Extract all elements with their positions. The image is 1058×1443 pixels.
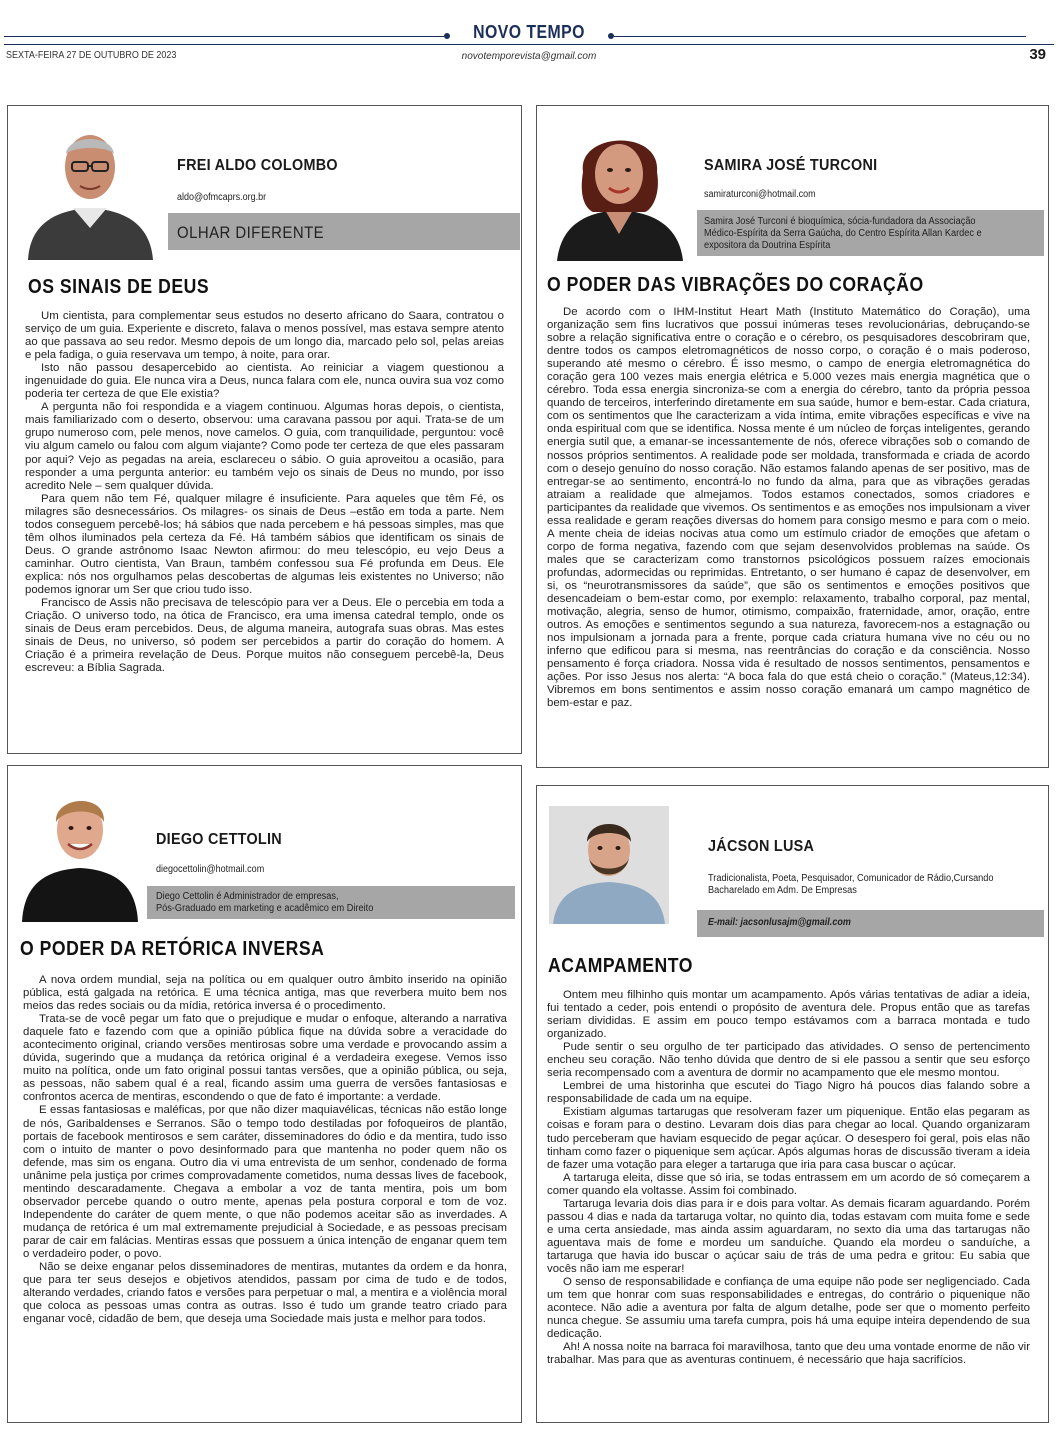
article-paragraph: Para quem não tem Fé, qualquer milagre é insuficiente. Para aqueles que têm Fé, os milagres são desnecessários. Os milagres- os sinais de Deus –estão em toda a parte. Nem todos conseguem percebê-los; há sábios que nada percebem e há pessoas simples, mas que têm olhos iluminados pela certeza da Fé. Há também sábios que identificam os sinais de Deus. O grande astrônomo Isaac Newton afirmou: do meu telescópio, eu vejo Deus a caminhar. Outro cientista, Van Braun, também confessou sua Fé profunda em Deus. Ele explica: nós nos orgulhamos pelas descobertas de algumas leis existentes no Universo; não podemos ignorar um Ser que criou tudo isso. — [25, 492, 504, 596]
article-box-diego — [7, 765, 522, 1423]
article-paragraph: Isto não passou desapercebido ao cientista. Ao reiniciar a viagem questionou a ingenuidade do guia. Ele nunca vira a Deus, nunca falara com ele, nunca ouvira sua voz como poderia ter certeza de que Ele existia? — [25, 362, 504, 401]
article-paragraph: Tartaruga levaria dois dias para ir e dois para voltar. As demais ficaram aguardando. Porém passou 4 dias e nada da tartaruga voltar, no quinto dia, todas estavam com muita fome e sede e uma certa ansiedade, mas ainda assim aguardaram, no sexto dia uma das tartarugas não aguentava mais de fome e mordeu um sanduíche. Quando ela mordeu o sanduíche, a tartaruga que havia ido buscar o açúcar saiu de trás de uma pedra e gritou: Eu sabia que vocês não iam me esperar! — [547, 1197, 1030, 1275]
article-paragraph: Lembrei de uma historinha que escutei do Tiago Nigro há poucos dias falando sobre a responsabilidade de cada um na equipe. — [547, 1080, 1030, 1106]
article-title: OS SINAIS DE DEUS — [28, 276, 210, 298]
article-body — [23, 974, 507, 1326]
author-bio-line: Pós-Graduado em marketing e acadêmico em Direito — [156, 903, 374, 914]
issue-date: SEXTA-FEIRA 27 DE OUTUBRO DE 2023 — [6, 50, 177, 61]
author-name: SAMIRA JOSÉ TURCONI — [704, 157, 878, 174]
article-paragraph: A pergunta não foi respondida e a viagem continuou. Algumas horas depois, o cientista, mais familiarizado com o deserto, observou: uma caravana passou por aqui. Trata-se de um grupo numeroso com, pele menos, nove camelos. O guia, com tranquilidade, perguntou: você viu algum camelo ou falou com algum viajante? Como pode ter certeza de que eles passaram por aqui? Vejo as pegadas na areia, esclareceu o sábio. O guia aproveitou a ocasião, para responder a uma pergunta anterior: eu também vejo os sinais de Deus no mundo, por isso acredito Nele – sem qualquer dúvida. — [25, 401, 504, 492]
article-paragraph: Ontem meu filhinho quis montar um acampamento. Após várias tentativas de adiar a ideia, fui tentado a ceder, pois entendi o propósito de aventura dele. Propus então que as tarefas seriam divididas. E assim em pouco tempo estávamos com a barraca montada e tudo organizado. — [547, 989, 1030, 1041]
article-paragraph: De acordo com o IHM-Institut Heart Math (Instituto Matemático do Coração), uma organização sem fins lucrativos que possui inúmeras teses revolucionárias, debruçando-se sobre a relação significativa entre o coração e o cérebro, os pesquisadores descobriram que, dentre todos os campos eletromagnéticos de nosso corpo, o coração é o mais poderoso, superando até mesmo o cérebro. É isso mesmo, o campo de energia eletromagnética do coração gera 100 vezes mais energia elétrica e 5.000 vezes mais energia magnética que o cérebro. Toda essa energia sincroniza-se com a energia do cérebro, tanto da própria pessoa quando de terceiros, interferindo diretamente em sua saúde, humor e bem-estar. Cada criatura, com os sentimentos que lhe caracterizam a vida íntima, emite vibrações específicas e vive na onda espiritual com que se identifica. Nossa mente é um núcleo de forças inteligentes, gerando energia sutil que, a emanar-se incessantemente de nós, oferece vibrações sob o comando de nossos próprios sentimentos. A realidade pode ser moldada, transformada e criada de acordo com o desejo genuíno do nosso coração. Não estamos falando apenas de ser positivo, mas de entregar-se ao sentimento, encontrá-lo no fundo da alma, para que as vibrações geradas atraiam a realidade que almejamos. Todos estamos conectados, somos criadores e participantes da realidade que vivemos. Os sentimentos e as emoções nos impulsionam a viver essa realidade e geram reações diversas do homem para consigo mesmo e para com o meio. A mente cheia de ideias nocivas atua como um estímulo criador de emoções que afetam o corpo de forma negativa, fazendo com que sejam desenvolvidos problemas na saúde. Os males que se caracterizam como transtornos psicológicos possuem raízes emocionais profundas, adormecidas ou reprimidas. Entretanto, o ser humano é capaz de desenvolver, em si, os “neurotransmissores da saúde”, que são os sentimentos e emoções positivos que desencadeiam o bem-estar como, por exemplo: relaxamento, trabalho corporal, paz mental, motivação, alegria, senso de humor, otimismo, compaixão, fraternidade, amor, oração, entre outros. As emoções e sentimentos segundo a sua natureza, favorecem-nos a estagnação ou nos impulsionam a jornada para a frente, porque cada criatura humana vive no céu ou no inferno que edificou para si mesma, nas reentrâncias do coração e da consciência. Nosso pensamento é força criadora. Nossa vida é resultado de nossos sentimentos, pensamentos e ações. Por isso Jesus nos alerta: “A boca fala do que está cheio o coração.” (Mateus,12:34). Vibremos em bons sentimentos e assim nosso coração emanará um campo magnético de bem-estar e paz. — [547, 306, 1030, 710]
article-paragraph: A tartaruga eleita, disse que só iria, se todas entrassem em um acordo de só começarem a comer quando ela voltasse. Assim foi combinado. — [547, 1171, 1030, 1197]
author-name: DIEGO CETTOLIN — [156, 831, 282, 848]
article-box-aldo — [7, 105, 522, 754]
article-paragraph: Ah! A nossa noite na barraca foi maravilhosa, tanto que deu uma vontade enorme de não vir trabalhar. Mas para que as aventuras continuem, é necessário que haja sacrifícios. — [547, 1341, 1030, 1367]
author-photo-diego — [20, 778, 140, 922]
article-paragraph: O senso de responsabilidade e confiança de uma equipe não pode ser negligenciado. Cada um tem que honrar com suas responsabilidades e entregas, do contrário o piquenique não acontece. Não adie a aventura por falta de algum detalhe, pode ser que o momento perfeito nunca chegue. Se assumiu uma tarefa cumpra, pois há uma equipe inteira dependendo de sua dedicação. — [547, 1276, 1030, 1341]
article-title: O PODER DA RETÓRICA INVERSA — [20, 938, 325, 960]
page-number: 39 — [1029, 46, 1046, 63]
author-email: samiraturconi@hotmail.com — [704, 189, 816, 200]
author-email: E-mail: jacsonlusajm@gmail.com — [708, 917, 851, 928]
article-title: ACAMPAMENTO — [548, 955, 693, 977]
author-bio — [708, 873, 1012, 897]
article-box-samira — [536, 105, 1049, 768]
author-bio — [156, 891, 478, 915]
article-box-jacson — [536, 785, 1049, 1423]
author-photo-samira-illustration — [553, 112, 686, 261]
author-name: FREI ALDO COLOMBO — [177, 157, 338, 174]
author-bio-line: Tradicionalista, Poeta, Pesquisador, Comunicador de Rádio,Cursando — [708, 873, 994, 884]
article-title: O PODER DAS VIBRAÇÕES DO CORAÇÃO — [547, 274, 924, 296]
masthead — [0, 0, 1058, 70]
article-body — [547, 989, 1030, 1367]
author-photo-aldo — [18, 112, 163, 260]
article-paragraph: Francisco de Assis não precisava de telescópio para ver a Deus. Ele o percebia em toda a Criação. O universo todo, na ótica de Francisco, era uma imensa catedral templo, onde os sinais de Deus eram percebidos. Deus, de alguma maneira, autografa suas obras. Mas estes sinais de Deus, no universo, só podem ser percebidos a partir do coração do homem. A Criação é a primeira revelação de Deus. Porque muitos não conseguem percebê-la, Deus escreveu: a Bíblia Sagrada. — [25, 597, 504, 675]
article-paragraph: Trata-se de você pegar um fato que o prejudique e mudar o enfoque, alterando a narrativa daquele fato e fazendo com que a opinião pública fique na dúvida sobre a veracidade do acontecimento original, criando versões mentirosas sobre uma verdade e provocando assim a dúvida, sugerindo que a mudança da retórica original é a verdadeira exegese. Vemos isso muito na política, onde um fato original possui tantas versões, que a opinião pública, ou seja, as pessoas, não sabem qual é a real, ficando assim uma guerra de versões fantasiosas e confrontos acerca de mentiras, escondendo o que de fato é importante: a verdade. — [23, 1013, 507, 1104]
author-photo-diego-illustration — [20, 778, 140, 922]
author-photo-aldo-illustration — [18, 112, 163, 260]
author-bio-line: Bacharelado em Adm. De Empresas — [708, 885, 857, 896]
article-paragraph: A nova ordem mundial, seja na política ou em qualquer outro âmbito inserido na opinião pública, está galgada na retórica. E uma técnica antiga, mas que reverbera muito bem nos meios das redes sociais ou da mídia, retórica inversa é o procedimento. — [23, 974, 507, 1013]
article-body — [547, 306, 1030, 710]
article-paragraph: Pude sentir o seu orgulho de ter participado das atividades. O senso de pertencimento encheu seu coração. Não tenho dúvida que dentro de si ele passou a sentir que seu esforço seria recompensado com a aventura de dormir no acampamento que ele mesmo montou. — [547, 1041, 1030, 1080]
article-paragraph: Não se deixe enganar pelos disseminadores de mentiras, mutantes da ordem e da honra, que para ter seus desejos e objetivos atendidos, passam por cima de tudo e de todos, alterando verdades, criando fatos e versões para perpetuar o mal, a mentira e a violência moral que coloca as pessoas umas contra as outras. Isso é tudo um grande teatro criado para enganar você, cidadão de bem, que deseja uma Sociedade mais justa e melhor para todos. — [23, 1261, 507, 1326]
author-photo-jacson-illustration — [549, 806, 669, 924]
article-body — [25, 310, 504, 675]
author-bio-line: Diego Cettolin é Administrador de empresas, — [156, 891, 339, 902]
newspaper-title: NOVO TEMPO — [473, 22, 585, 42]
article-paragraph: Existiam algumas tartarugas que resolveram fazer um piquenique. Então elas pegaram as coisas e foram para o destino. Levaram dois dias para chegar ao local. Quando organizaram tudo perceberam que haviam esquecido de pegar açúcar. O desespero foi geral, pois elas não tinham como fazer o piquenique sem açúcar. Após algumas horas de discussão tiveram a ideia de fazer uma votação para eleger a tartaruga que iria para casa buscar o açúcar. — [547, 1106, 1030, 1171]
author-email: aldo@ofmcaprs.org.br — [177, 192, 267, 203]
author-email: diegocettolin@hotmail.com — [156, 864, 265, 875]
author-name: JÁCSON LUSA — [708, 838, 815, 855]
author-photo-samira — [553, 112, 686, 261]
masthead-underline — [4, 44, 1054, 45]
article-paragraph: Um cientista, para complementar seus estudos no deserto africano do Saara, contratou o serviço de um guia. Experiente e discreto, falava o menos possível, mas estava sempre atento ao que passava ao seu redor. Mesmo depois de um longo dia, marcado pelo sol, pelas areias e pela fadiga, o guia reservava um tempo, à noite, para orar. — [25, 310, 504, 362]
article-paragraph: E essas fantasiosas e maléficas, por que não dizer maquiavélicas, técnicas não estão longe de nós, Garibaldenses e Serranos. São o tempo todo destiladas por fofoqueiros de plantão, portais de facebook mentirosos e sem caráter, disseminadores do ódio e da mentira, tudo isso com o intuito de manter o povo desinformado para que mantenha no poder quem não os defende, mas sim os engana. Outro dia vi uma entrevista de um senhor, condenado de forma unânime pela justiça por crimes comprovadamente cometidos, numa dessas lives de facebook, mentindo descaradamente. Chegava a embolar a voz de tanta mentira, pois um bom observador percebe quando o outro mente, apenas pela postura corporal e tom de voz. Independente do caráter de quem mente, o que não podemos aceitar são as inverdades. A mudança de retórica é um mal extremamente prejudicial à Sociedade, e as pessoas precisam parar de cair em falácias. Mentiras essas que possuem a única intenção de enganar quem tem o verdadeiro poder, o povo. — [23, 1104, 507, 1260]
author-bio: Samira José Turconi é bioquímica, sócia-fundadora da Associação Médico-Espírita da Serra Gaúcha, do Centro Espírita Allan Kardec e expositora da Doutrina Espírita — [704, 216, 982, 251]
author-photo-jacson — [549, 806, 669, 924]
section-tag: OLHAR DIFERENTE — [177, 223, 325, 242]
newspaper-email: novotemporevista@gmail.com — [461, 51, 597, 62]
